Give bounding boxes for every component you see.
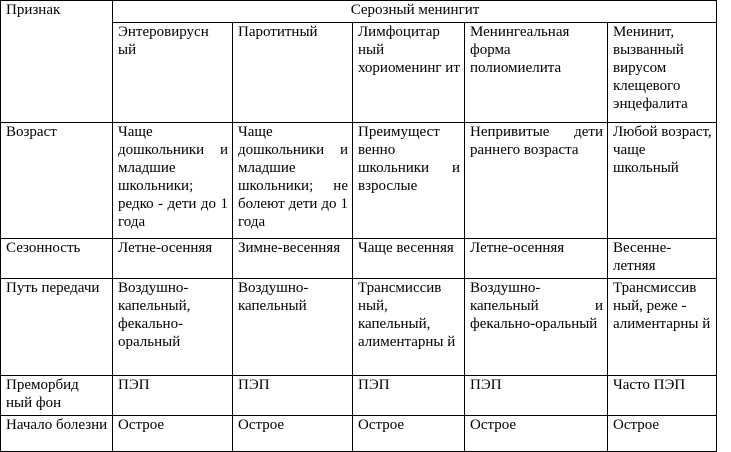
table-cell: Преимущест венно школьники и взрослые xyxy=(353,123,465,239)
table-cell: Трансмиссив ный, капельный, алиментарны й xyxy=(353,279,465,376)
column-header: Лимфоцитар ный хориоменинг ит xyxy=(353,23,465,123)
column-header: Энтеровирусн ый xyxy=(113,23,233,123)
column-header: Паротитный xyxy=(233,23,353,123)
table-cell: Чаще дошкольники и младшие школьники; редко - дети до 1 года xyxy=(113,123,233,239)
table-cell: Чаще весенняя xyxy=(353,239,465,279)
table-cell: Летне-осенняя xyxy=(465,239,608,279)
feature-header: Признак xyxy=(1,1,113,123)
row-label: Путь передачи xyxy=(1,279,113,376)
table-cell: ПЭП xyxy=(113,376,233,416)
column-header: Менингеальная форма полиомиелита xyxy=(465,23,608,123)
table-row xyxy=(1,239,717,279)
table-cell: Воздушно-капельный, фекально-оральный xyxy=(113,279,233,376)
table-row xyxy=(1,123,717,239)
table-cell: Воздушно-капельный и фекально-оральный xyxy=(465,279,608,376)
table-cell: Острое xyxy=(465,416,608,452)
table-cell: Зимне-весенняя xyxy=(233,239,353,279)
row-label: Возраст xyxy=(1,123,113,239)
table-cell: Летне-осенняя xyxy=(113,239,233,279)
table-cell: Трансмиссив ный, реже - алиментарны й xyxy=(608,279,717,376)
table-cell: Чаще дошкольники и младшие школьники; не болеют дети до 1 года xyxy=(233,123,353,239)
column-header: Менинит, вызванный вирусом клещевого энцефалита xyxy=(608,23,717,123)
group-header: Серозный менингит xyxy=(113,1,717,23)
table-cell: Острое xyxy=(233,416,353,452)
table-cell: Весенне-летняя xyxy=(608,239,717,279)
table-cell: Острое xyxy=(113,416,233,452)
table-cell: Острое xyxy=(608,416,717,452)
group-header-row xyxy=(1,1,717,23)
row-label: Начало болезни xyxy=(1,416,113,452)
table-cell: Непривитые дети раннего возраста xyxy=(465,123,608,239)
table-cell: Острое xyxy=(353,416,465,452)
table-cell: ПЭП xyxy=(465,376,608,416)
row-label: Сезонность xyxy=(1,239,113,279)
table-row xyxy=(1,416,717,452)
row-label: Преморбид ный фон xyxy=(1,376,113,416)
table-row xyxy=(1,279,717,376)
table-cell: Часто ПЭП xyxy=(608,376,717,416)
table-cell: Воздушно-капельный xyxy=(233,279,353,376)
table-cell: ПЭП xyxy=(353,376,465,416)
table-cell: ПЭП xyxy=(233,376,353,416)
table-row xyxy=(1,376,717,416)
table-cell: Любой возраст, чаще школьный xyxy=(608,123,717,239)
